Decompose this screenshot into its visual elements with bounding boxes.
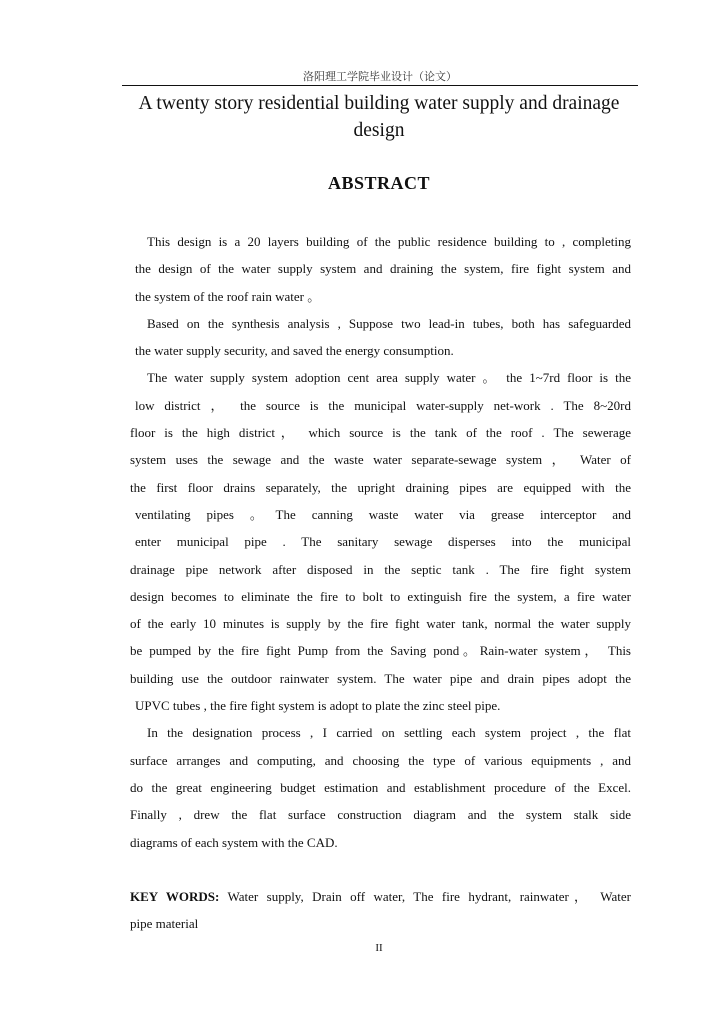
page-number: II <box>375 942 383 954</box>
abstract-line: surface arranges and computing, and choosing the type of various equipments , and <box>130 752 631 768</box>
abstract-line: of the early 10 minutes is supply by the fire fight water tank, normal the water supply <box>130 616 631 632</box>
keywords-block <box>130 883 631 938</box>
abstract-heading: ABSTRACT <box>327 173 431 193</box>
abstract-line: building use the outdoor rainwater system. The water pipe and drain pipes adopt the <box>130 670 631 686</box>
abstract-line: UPVC tubes , the fire fight system is adopt to plate the zinc steel pipe. <box>135 698 501 714</box>
abstract-line: Based on the synthesis analysis , Suppose two lead-in tubes, both has safeguarded <box>147 315 631 331</box>
abstract-line: be pumped by the fire fight Pump from the Saving pond。Rain-water system， This <box>130 643 631 659</box>
keywords-text: Water supply, Drain off water, The fire hydrant, rainwater， Water <box>227 889 632 904</box>
abstract-line: ventilating pipes 。The canning waste water via grease interceptor and <box>135 506 631 522</box>
paper-title <box>120 90 638 144</box>
title-line-1: A twenty story residential building water supply and drainage <box>138 93 620 114</box>
abstract-body <box>130 228 631 856</box>
abstract-line: the water supply security, and saved the energy consumption. <box>135 343 454 359</box>
abstract-line: the first floor drains separately, the upright draining pipes are equipped with the <box>130 479 631 495</box>
abstract-line: design becomes to eliminate the fire to bolt to extinguish fire the system, a fire water <box>130 588 631 604</box>
running-header: 洛阳理工学院毕业设计（论文） <box>303 70 457 83</box>
keywords-label: KEY WORDS: <box>130 889 220 904</box>
abstract-line: floor is the high district， which source is the tank of the roof . The sewerage <box>130 425 631 441</box>
abstract-line: In the designation process , I carried on settling each system project , the flat <box>147 725 631 741</box>
keywords-line-1 <box>130 883 631 910</box>
title-line-2: design <box>353 120 405 141</box>
abstract-line: do the great engineering budget estimation and establishment procedure of the Excel. <box>130 779 631 795</box>
abstract-line: the system of the roof rain water 。 <box>135 288 321 304</box>
abstract-line: low district ， the source is the municipal water-supply net-work . The 8~20rd <box>135 397 631 413</box>
keywords-line-2: pipe material <box>130 916 199 932</box>
abstract-line: Finally , drew the flat surface construction diagram and the system stalk side <box>130 807 631 823</box>
abstract-line: system uses the sewage and the waste water separate-sewage system ， Water of <box>130 452 631 468</box>
abstract-line: This design is a 20 layers building of the public residence building to , completing <box>147 234 631 249</box>
abstract-line: The water supply system adoption cent area supply water 。 the 1~7rd floor is the <box>147 370 631 386</box>
abstract-line: diagrams of each system with the CAD. <box>130 834 338 850</box>
abstract-line: enter municipal pipe . The sanitary sewage disperses into the municipal <box>135 534 631 550</box>
abstract-line: drainage pipe network after disposed in the septic tank . The fire fight system <box>130 561 631 577</box>
header-rule <box>122 85 638 86</box>
abstract-line: the design of the water supply system and draining the system, fire fight system and <box>135 261 631 277</box>
